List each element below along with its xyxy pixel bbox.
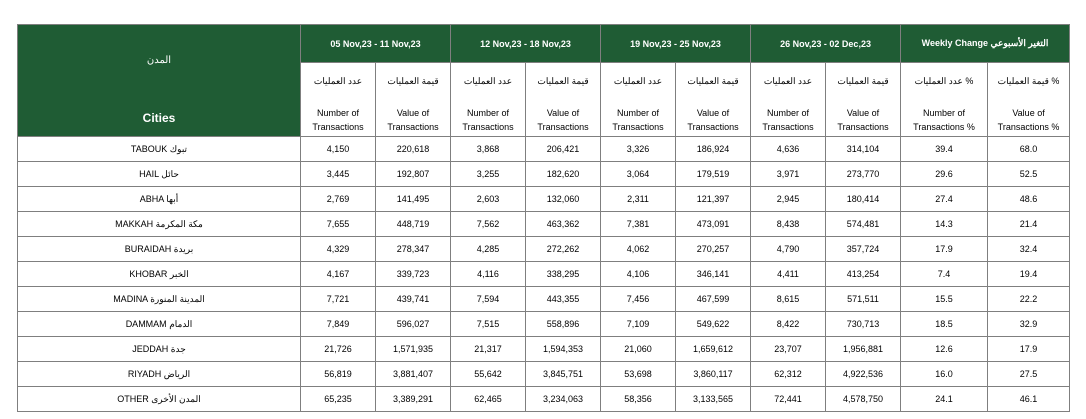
sub-header-en-line2: Transactions (762, 122, 814, 132)
sub-header-week3-count (601, 63, 676, 137)
value-cell: 2,769 (301, 187, 376, 212)
sub-header-week3-value (676, 63, 751, 137)
value-cell: 48.6 (988, 187, 1070, 212)
value-cell: 2,311 (601, 187, 676, 212)
value-cell: 21,060 (601, 337, 676, 362)
value-cell: 571,511 (826, 287, 901, 312)
value-cell: 192,807 (376, 162, 451, 187)
value-cell: 338,295 (526, 262, 601, 287)
value-cell: 272,262 (526, 237, 601, 262)
value-cell: 182,620 (526, 162, 601, 187)
value-cell: 8,615 (751, 287, 826, 312)
sub-header-en-line1: Value of (396, 108, 430, 118)
city-cell: ABHA أبها (18, 187, 301, 212)
sub-header-en-line2: Transactions (537, 122, 589, 132)
value-cell: 273,770 (826, 162, 901, 187)
sub-header-ar: عدد العمليات (613, 76, 663, 86)
value-cell: 14.3 (901, 212, 988, 237)
value-cell: 24.1 (901, 387, 988, 412)
value-cell: 7,562 (451, 212, 526, 237)
table-row (18, 212, 1070, 237)
value-cell: 574,481 (826, 212, 901, 237)
cities-header-en: Cities (142, 111, 176, 125)
value-cell: 3,881,407 (376, 362, 451, 387)
value-cell: 3,868 (451, 137, 526, 162)
table-row (18, 162, 1070, 187)
value-cell: 62,312 (751, 362, 826, 387)
sub-header-en-line2: Transactions (687, 122, 739, 132)
sub-header-week2-count (451, 63, 526, 137)
sub-header-en-line1: Number of (766, 108, 810, 118)
value-cell: 132,060 (526, 187, 601, 212)
cities-header (18, 25, 301, 137)
value-cell: 29.6 (901, 162, 988, 187)
table-row (18, 362, 1070, 387)
value-cell: 3,860,117 (676, 362, 751, 387)
value-cell: 4,411 (751, 262, 826, 287)
value-cell: 463,362 (526, 212, 601, 237)
sub-header-week2-value (526, 63, 601, 137)
value-cell: 21,726 (301, 337, 376, 362)
value-cell: 206,421 (526, 137, 601, 162)
sub-header-en (826, 106, 900, 134)
table-row (18, 337, 1070, 362)
value-cell: 68.0 (988, 137, 1070, 162)
sub-header-ar: قيمة العمليات % (997, 76, 1060, 86)
value-cell: 7,515 (451, 312, 526, 337)
value-cell: 596,027 (376, 312, 451, 337)
value-cell: 4,329 (301, 237, 376, 262)
sub-header-en-line1: Value of (1012, 108, 1045, 118)
weekly-change-header: Weekly Change التغير الأسبوعي (901, 25, 1070, 63)
value-cell: 141,495 (376, 187, 451, 212)
sub-header-en-line2: Transactions (612, 122, 664, 132)
value-cell: 439,741 (376, 287, 451, 312)
value-cell: 3,445 (301, 162, 376, 187)
value-cell: 4,116 (451, 262, 526, 287)
week-header-4: 26 Nov,23 - 02 Dec,23 (751, 25, 901, 63)
value-cell: 7.4 (901, 262, 988, 287)
value-cell: 346,141 (676, 262, 751, 287)
sub-header-en (301, 106, 375, 134)
value-cell: 8,422 (751, 312, 826, 337)
value-cell: 72,441 (751, 387, 826, 412)
table-row (18, 187, 1070, 212)
sub-header-en (376, 106, 450, 134)
value-cell: 1,594,353 (526, 337, 601, 362)
value-cell: 39.4 (901, 137, 988, 162)
sub-header-en-line2: Transactions % (913, 122, 975, 132)
value-cell: 186,924 (676, 137, 751, 162)
value-cell: 1,571,935 (376, 337, 451, 362)
sub-header-en-line1: Number of (316, 108, 360, 118)
value-cell: 7,109 (601, 312, 676, 337)
value-cell: 7,655 (301, 212, 376, 237)
sub-header-ar: قيمة العمليات (387, 76, 439, 86)
value-cell: 65,235 (301, 387, 376, 412)
sub-header-en-line1: Value of (696, 108, 730, 118)
value-cell: 467,599 (676, 287, 751, 312)
value-cell: 4,922,536 (826, 362, 901, 387)
value-cell: 4,062 (601, 237, 676, 262)
value-cell: 21,317 (451, 337, 526, 362)
value-cell: 27.5 (988, 362, 1070, 387)
value-cell: 32.4 (988, 237, 1070, 262)
value-cell: 730,713 (826, 312, 901, 337)
transactions-table (17, 24, 1070, 412)
value-cell: 4,150 (301, 137, 376, 162)
table-row (18, 287, 1070, 312)
sub-header-en-line2: Transactions % (997, 122, 1060, 132)
city-cell: BURAIDAH بريدة (18, 237, 301, 262)
value-cell: 2,945 (751, 187, 826, 212)
sub-header-en-line2: Transactions (312, 122, 364, 132)
value-cell: 46.1 (988, 387, 1070, 412)
sub-header-en-line1: Number of (616, 108, 660, 118)
value-cell: 4,790 (751, 237, 826, 262)
value-cell: 58,356 (601, 387, 676, 412)
city-cell: TABOUK تبوك (18, 137, 301, 162)
value-cell: 180,414 (826, 187, 901, 212)
value-cell: 27.4 (901, 187, 988, 212)
city-cell: OTHER المدن الأخرى (18, 387, 301, 412)
city-cell: HAIL حائل (18, 162, 301, 187)
value-cell: 2,603 (451, 187, 526, 212)
value-cell: 558,896 (526, 312, 601, 337)
week-header-3: 19 Nov,23 - 25 Nov,23 (601, 25, 751, 63)
sub-header-week1-count (301, 63, 376, 137)
sub-header-ar: عدد العمليات % (914, 76, 974, 86)
sub-header-change-pct-value (988, 63, 1070, 137)
value-cell: 53,698 (601, 362, 676, 387)
city-cell: RIYADH الرياض (18, 362, 301, 387)
sub-header-ar: قيمة العمليات (837, 76, 889, 86)
sub-header-en (676, 106, 750, 134)
value-cell: 4,578,750 (826, 387, 901, 412)
value-cell: 339,723 (376, 262, 451, 287)
value-cell: 16.0 (901, 362, 988, 387)
city-cell: KHOBAR الخبر (18, 262, 301, 287)
sub-header-change-pct-count (901, 63, 988, 137)
sub-header-ar: عدد العمليات (763, 76, 813, 86)
sub-header-ar: عدد العمليات (313, 76, 363, 86)
value-cell: 278,347 (376, 237, 451, 262)
value-cell: 18.5 (901, 312, 988, 337)
value-cell: 473,091 (676, 212, 751, 237)
value-cell: 7,594 (451, 287, 526, 312)
sub-header-en (526, 106, 600, 134)
value-cell: 21.4 (988, 212, 1070, 237)
value-cell: 7,381 (601, 212, 676, 237)
value-cell: 3,326 (601, 137, 676, 162)
table-row (18, 387, 1070, 412)
value-cell: 3,234,063 (526, 387, 601, 412)
value-cell: 32.9 (988, 312, 1070, 337)
sub-header-en-line2: Transactions (462, 122, 514, 132)
sub-header-en (751, 106, 825, 134)
sub-header-week1-value (376, 63, 451, 137)
sub-header-en-line2: Transactions (837, 122, 889, 132)
value-cell: 17.9 (988, 337, 1070, 362)
value-cell: 121,397 (676, 187, 751, 212)
value-cell: 270,257 (676, 237, 751, 262)
value-cell: 23,707 (751, 337, 826, 362)
week-header-1: 05 Nov,23 - 11 Nov,23 (301, 25, 451, 63)
value-cell: 357,724 (826, 237, 901, 262)
sub-header-ar: عدد العمليات (463, 76, 513, 86)
value-cell: 7,721 (301, 287, 376, 312)
value-cell: 15.5 (901, 287, 988, 312)
value-cell: 4,285 (451, 237, 526, 262)
value-cell: 19.4 (988, 262, 1070, 287)
value-cell: 1,659,612 (676, 337, 751, 362)
sub-header-week4-value (826, 63, 901, 137)
sub-header-week4-count (751, 63, 826, 137)
table-row (18, 262, 1070, 287)
week-header-2: 12 Nov,23 - 18 Nov,23 (451, 25, 601, 63)
sub-header-en-line2: Transactions (387, 122, 439, 132)
value-cell: 4,106 (601, 262, 676, 287)
value-cell: 443,355 (526, 287, 601, 312)
value-cell: 52.5 (988, 162, 1070, 187)
value-cell: 55,642 (451, 362, 526, 387)
sub-header-ar: قيمة العمليات (537, 76, 589, 86)
sub-header-en (451, 106, 525, 134)
sub-header-en-line1: Value of (846, 108, 880, 118)
sub-header-en (988, 106, 1069, 134)
value-cell: 56,819 (301, 362, 376, 387)
value-cell: 62,465 (451, 387, 526, 412)
value-cell: 22.2 (988, 287, 1070, 312)
value-cell: 1,956,881 (826, 337, 901, 362)
sub-header-en-line1: Number of (466, 108, 510, 118)
sub-header-en (901, 106, 987, 134)
city-cell: MADINA المدينة المنورة (18, 287, 301, 312)
sub-header-en-line1: Value of (546, 108, 580, 118)
table-row (18, 137, 1070, 162)
sub-header-ar: قيمة العمليات (687, 76, 739, 86)
value-cell: 7,456 (601, 287, 676, 312)
value-cell: 413,254 (826, 262, 901, 287)
table-row (18, 312, 1070, 337)
city-cell: MAKKAH مكة المكرمة (18, 212, 301, 237)
value-cell: 220,618 (376, 137, 451, 162)
value-cell: 448,719 (376, 212, 451, 237)
table-row (18, 237, 1070, 262)
cities-header-ar: المدن (146, 55, 172, 66)
value-cell: 17.9 (901, 237, 988, 262)
sub-header-en-line1: Number of (923, 108, 966, 118)
value-cell: 3,971 (751, 162, 826, 187)
value-cell: 314,104 (826, 137, 901, 162)
value-cell: 12.6 (901, 337, 988, 362)
value-cell: 3,133,565 (676, 387, 751, 412)
value-cell: 3,389,291 (376, 387, 451, 412)
value-cell: 3,255 (451, 162, 526, 187)
value-cell: 3,845,751 (526, 362, 601, 387)
sub-header-en (601, 106, 675, 134)
value-cell: 3,064 (601, 162, 676, 187)
city-cell: JEDDAH جدة (18, 337, 301, 362)
value-cell: 7,849 (301, 312, 376, 337)
value-cell: 4,167 (301, 262, 376, 287)
value-cell: 549,622 (676, 312, 751, 337)
value-cell: 4,636 (751, 137, 826, 162)
value-cell: 8,438 (751, 212, 826, 237)
city-cell: DAMMAM الدمام (18, 312, 301, 337)
value-cell: 179,519 (676, 162, 751, 187)
